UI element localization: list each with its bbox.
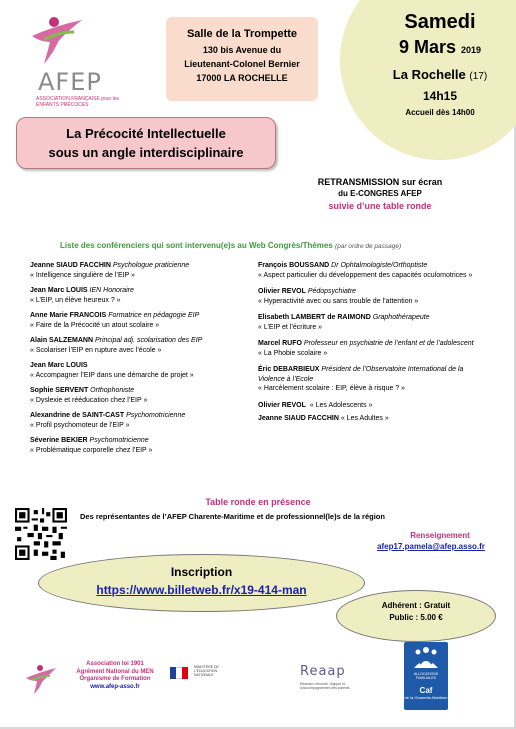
- speaker-entry: [258, 401, 488, 411]
- speaker-entry: [258, 414, 488, 424]
- broadcast-line-1: RETRANSMISSION sur écran: [317, 177, 443, 187]
- registration-label: Inscription: [170, 565, 233, 579]
- speaker-role: Dr Ophtalmologiste/Orthoptiste: [331, 262, 428, 269]
- contact-email-link[interactable]: afep17.pamela@afep.asso.fr: [377, 542, 485, 551]
- speaker-role: Graphothérapeute: [372, 314, 430, 321]
- speaker-entry: [30, 361, 252, 380]
- broadcast-info: [290, 176, 470, 212]
- main-title-line-1: La Précocité Intellectuelle: [66, 126, 226, 141]
- speaker-name: Jeanne SIAUD FACCHIN: [30, 262, 111, 269]
- round-table-subtitle: Des représentantes de l’AFEP Charente-Maritime et de professionnel(le)s de la région: [80, 512, 385, 521]
- event-welcome: Accueil dès 14h00: [405, 108, 475, 117]
- speaker-entry: [30, 261, 252, 280]
- speaker-topic: « Problématique corporelle chez l’EIP »: [30, 446, 153, 454]
- event-city: [370, 65, 510, 87]
- speaker-role: Professeur en psychiatrie de l’enfant et de l’adolescent: [303, 340, 474, 347]
- price-member: Adhérent : Gratuit: [381, 601, 451, 610]
- speaker-name: Jeanne SIAUD FACCHIN: [258, 415, 339, 422]
- caf-logo: [404, 642, 448, 710]
- speaker-name: Olivier REVOL: [258, 288, 306, 295]
- speaker-name: Jean Marc LOUIS: [30, 287, 88, 294]
- speaker-entry: [258, 339, 488, 358]
- event-year: 2019: [461, 45, 482, 55]
- afep-tagline: ASSOCIATION FRANÇAISE pour les ENFANTS PRÉCOCES: [36, 96, 119, 108]
- reaap-wordmark: Reaap: [300, 664, 346, 679]
- speaker-role: Principal adj. scolarisation des EIP: [94, 337, 203, 344]
- speaker-role: IEN Honoraire: [89, 287, 134, 294]
- event-date-text: [370, 34, 510, 63]
- caf-subtitle: ALLOCATIONS FAMILIALES: [413, 672, 439, 680]
- reaap-logo: [300, 664, 380, 698]
- speaker-name: Séverine BEKIER: [30, 437, 88, 444]
- speaker-topic: « Accompagner l’EIP dans une démarche de projet »: [30, 371, 194, 379]
- event-date: [370, 10, 510, 119]
- venue-title: Salle de la Trompette: [186, 28, 298, 40]
- contact-label: Renseignement: [410, 531, 470, 540]
- caf-wordmark: Caf: [419, 686, 433, 695]
- registration-link[interactable]: https://www.billetweb.fr/x19-414-man: [96, 583, 307, 597]
- speaker-name: Marcel RUFO: [258, 340, 302, 347]
- ministry-name: MINISTÈRE DE L'ÉDUCATION NATIONALE: [194, 665, 219, 677]
- venue-address-3: 17000 LA ROCHELLE: [196, 73, 288, 83]
- speakers-header-note: (par ordre de passage): [335, 243, 402, 250]
- ministry-logo: [166, 662, 236, 686]
- afep-logo: [10, 12, 120, 108]
- speaker-entry: [30, 436, 252, 455]
- speaker-name: François BOUSSAND: [258, 262, 330, 269]
- reaap-subtitle: Réseaux d'écoute, d'appui et d'accompagnement des parents: [300, 682, 350, 690]
- venue-address-1: 130 bis Avenue du: [202, 45, 282, 55]
- qr-code-icon[interactable]: [15, 508, 67, 560]
- speaker-topic: « Les Adolescents »: [309, 401, 373, 409]
- speaker-topic: « L’EIP et l’écriture »: [258, 323, 323, 331]
- price-info: [336, 600, 496, 624]
- speaker-role: Orthophoniste: [90, 387, 135, 394]
- speaker-entry: [30, 311, 252, 330]
- speaker-topic: « Scolariser l’EIP en rupture avec l’école »: [30, 346, 162, 354]
- speaker-role: Psychomotricienne: [89, 437, 149, 444]
- speaker-name: Elisabeth LAMBERT de RAIMOND: [258, 314, 371, 321]
- round-table-title: Table ronde en présence: [205, 497, 311, 507]
- french-flag-icon: [170, 666, 188, 678]
- speaker-entry: [30, 336, 252, 355]
- event-time: 14h15: [422, 89, 458, 103]
- speaker-entry: [30, 411, 252, 430]
- speaker-topic: « L’EIP, un élève heureux ? »: [30, 296, 121, 304]
- broadcast-line-3: suivie d’une table ronde: [328, 201, 432, 211]
- venue-box: [166, 17, 318, 101]
- speaker-name: Alexandrine de SAINT-CAST: [30, 412, 125, 419]
- speaker-topic: « Dyslexie et rééducation chez l’EIP »: [30, 396, 148, 404]
- speaker-role: Formatrice en pédagogie EIP: [108, 312, 200, 319]
- assoc-line-3: Organisme de Formation: [79, 676, 151, 682]
- speaker-role: Psychologue praticienne: [112, 262, 190, 269]
- broadcast-line-2: du E-CONGRES AFEP: [338, 189, 422, 198]
- speaker-entry: [258, 287, 488, 306]
- assoc-line-1: Association loi 1901: [86, 661, 144, 667]
- speaker-role: Psychomotricienne: [126, 412, 186, 419]
- website-link[interactable]: www.afep-asso.fr: [90, 683, 140, 690]
- speaker-entry: [258, 313, 488, 332]
- event-day: Samedi: [404, 11, 476, 33]
- caf-emblem-icon: [404, 642, 448, 672]
- price-public: Public : 5.00 €: [389, 613, 443, 622]
- event-dept: (17): [469, 71, 488, 82]
- speaker-entry: [258, 261, 488, 280]
- assoc-line-2: Agrément National du MEN: [76, 668, 154, 675]
- speaker-topic: « Les Adultes »: [340, 415, 389, 422]
- speakers-header-title: Liste des conférenciers qui sont intervenu(e)s au Web Congrès/Thèmes: [60, 241, 333, 250]
- afep-wordmark: AFEP: [38, 68, 102, 96]
- caf-region: de la Charente-Maritime: [404, 695, 448, 700]
- speaker-topic: « La Phobie scolaire »: [258, 349, 328, 357]
- main-title-box: [16, 117, 276, 169]
- speakers-header: [60, 241, 500, 250]
- event-city-name: La Rochelle: [392, 67, 466, 82]
- speaker-role: Président de l’Observatoire International de la Violence à l’Ecole: [258, 366, 464, 383]
- speaker-name: Olivier REVOL: [258, 401, 306, 409]
- speaker-name: Anne Marie FRANCOIS: [30, 312, 107, 319]
- speaker-name: Éric DEBARBIEUX: [258, 366, 320, 373]
- speaker-topic: « Harcèlement scolaire : EIP, élève à risque ? »: [258, 385, 405, 392]
- venue-address-2: Lieutenant-Colonel Bernier: [184, 59, 300, 69]
- speaker-entry: [258, 365, 488, 394]
- speaker-entry: [30, 286, 252, 305]
- event-date-value: 9 Mars: [398, 37, 456, 57]
- speakers-column-left: [30, 261, 252, 461]
- speakers-column-right: [258, 261, 488, 431]
- speaker-name: Alain SALZEMANN: [30, 337, 93, 344]
- speaker-topic: « Profil psychomoteur de l’EIP »: [30, 421, 130, 429]
- speaker-entry: [30, 386, 252, 405]
- speaker-name: Sophie SERVENT: [30, 387, 89, 394]
- speaker-topic: « Intelligence singulière de l’EIP »: [30, 271, 135, 279]
- registration-info: [38, 564, 365, 600]
- speaker-topic: « Aspect particulier du développement des capacités oculomotrices »: [258, 271, 473, 279]
- speaker-role: Pédopsychiatre: [307, 288, 357, 295]
- speaker-topic: « Faire de la Précocité un atout scolaire »: [30, 321, 160, 329]
- speaker-topic: « Hyperactivité avec ou sans trouble de l’attention »: [258, 297, 419, 305]
- afep-small-logo-icon: [22, 662, 58, 698]
- association-info: [60, 661, 170, 691]
- main-title-line-2: sous un angle interdisciplinaire: [48, 145, 244, 160]
- speaker-name: Jean Marc LOUIS: [30, 362, 88, 369]
- afep-figure-icon: [24, 12, 88, 70]
